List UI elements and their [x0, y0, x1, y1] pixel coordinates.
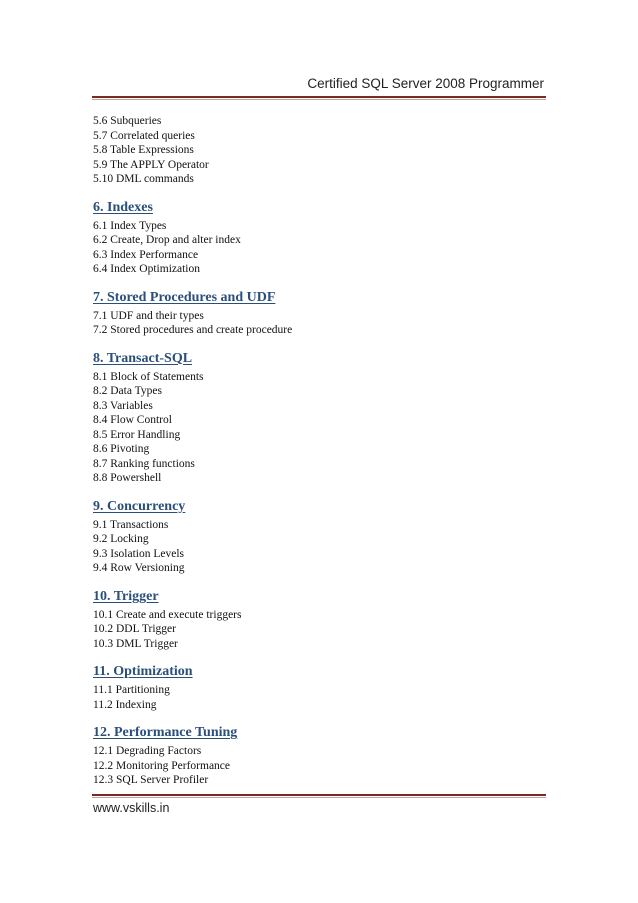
- header-divider: [92, 96, 546, 100]
- section-heading: 9. Concurrency: [93, 498, 186, 514]
- list-item: 10.1 Create and execute triggers: [93, 608, 242, 621]
- list-item: 6.2 Create, Drop and alter index: [93, 234, 241, 246]
- footer-site-url: www.vskills.in: [93, 801, 170, 815]
- list-item: 9.3 Isolation Levels: [93, 547, 185, 560]
- list-item: 11.2 Indexing: [93, 698, 157, 711]
- list-item: 6.4 Index Optimization: [93, 263, 200, 275]
- list-item: 8.1 Block of Statements: [93, 370, 204, 383]
- footer-divider: [92, 794, 546, 798]
- list-item: 5.9 The APPLY Operator: [93, 158, 209, 171]
- section-heading: 10. Trigger: [93, 588, 159, 604]
- section-stored-procedures: [93, 289, 553, 338]
- section-transact-sql: [93, 350, 553, 486]
- list-item: 6.1 Index Types: [93, 219, 167, 232]
- document-body: [93, 114, 553, 788]
- list-item: 10.3 DML Trigger: [93, 637, 178, 650]
- list-item: 5.8 Table Expressions: [93, 144, 194, 156]
- section-heading: 7. Stored Procedures and UDF: [93, 289, 276, 305]
- section-heading: 8. Transact-SQL: [93, 350, 193, 366]
- list-item: 6.3 Index Performance: [93, 248, 199, 261]
- list-item: 8.3 Variables: [93, 399, 153, 412]
- list-item: 5.10 DML commands: [93, 173, 194, 185]
- list-item: 5.7 Correlated queries: [93, 129, 195, 142]
- intro-list: [93, 114, 553, 187]
- list-item: 8.2 Data Types: [93, 385, 162, 397]
- list-item: 7.2 Stored procedures and create procedure: [93, 324, 293, 336]
- list-item: 9.1 Transactions: [93, 518, 169, 531]
- list-item: 10.2 DDL Trigger: [93, 623, 176, 635]
- list-item: 8.5 Error Handling: [93, 428, 181, 441]
- section-performance-tuning: [93, 724, 553, 788]
- list-item: 9.4 Row Versioning: [93, 562, 185, 574]
- section-heading: 6. Indexes: [93, 199, 153, 215]
- list-item: 12.2 Monitoring Performance: [93, 759, 231, 772]
- list-item: 7.1 UDF and their types: [93, 309, 204, 322]
- list-item: 8.8 Powershell: [93, 472, 162, 484]
- section-heading: 11. Optimization: [93, 664, 193, 679]
- list-item: 12.3 SQL Server Profiler: [93, 774, 209, 786]
- section-concurrency: [93, 498, 553, 576]
- list-item: 9.2 Locking: [93, 533, 149, 545]
- list-item: 5.6 Subqueries: [93, 115, 162, 127]
- list-item: 8.6 Pivoting: [93, 443, 150, 455]
- list-item: 8.4 Flow Control: [93, 414, 172, 426]
- section-heading: 12. Performance Tuning: [93, 725, 238, 740]
- list-item: 11.1 Partitioning: [93, 684, 170, 696]
- section-optimization: [93, 663, 553, 712]
- list-item: 12.1 Degrading Factors: [93, 745, 202, 757]
- list-item: 8.7 Ranking functions: [93, 457, 195, 470]
- section-trigger: [93, 588, 553, 652]
- page-header-title: Certified SQL Server 2008 Programmer: [307, 76, 544, 91]
- section-indexes: [93, 199, 553, 277]
